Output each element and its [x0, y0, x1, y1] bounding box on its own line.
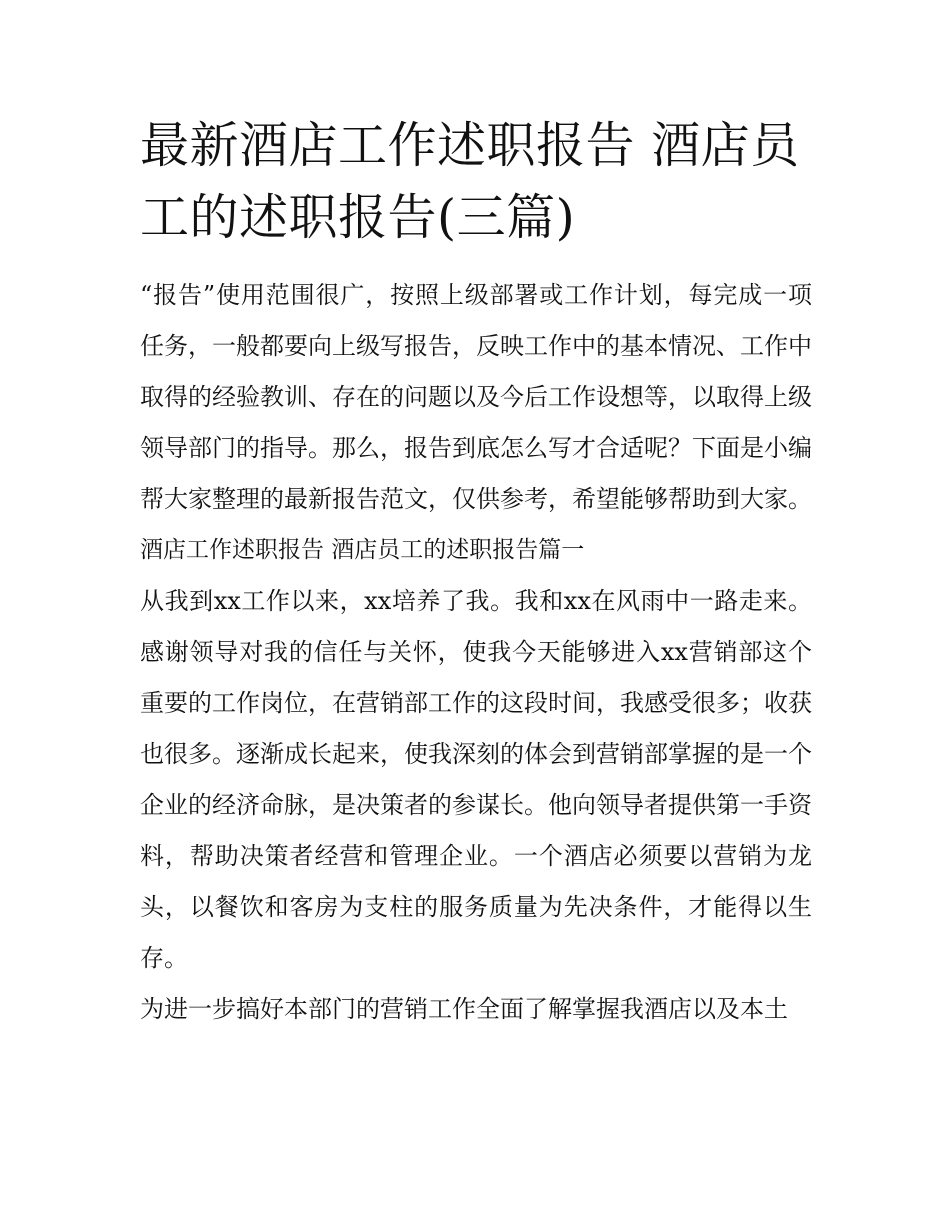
section-heading: 酒店工作述职报告 酒店员工的述职报告篇一 [140, 537, 585, 563]
document-title: 最新酒店工作述职报告 酒店员工的述职报告(三篇) [140, 117, 800, 246]
body-paragraph-1: 从我到xx工作以来，xx培养了我。我和xx在风雨中一路走来。感谢领导对我的信任与关怀，使我今天能够进入xx营销部这个重要的工作岗位，在营销部工作的这段时间，我感受很多；收获也很多。逐渐成长起来，使我深刻的体会到营销部掌握的是一个企业的经济命脉，是决策者的参谋长。他向领导者提供第一手资料，帮助决策者经营和管理企业。一个酒店必须要以营销为龙头，以餐饮和客房为支柱的服务质量为先决条件，才能得以生存。 [140, 587, 812, 972]
document-page [140, 110, 812, 1035]
intro-paragraph: “报告”使用范围很广，按照上级部署或工作计划，每完成一项任务，一般都要向上级写报告，反映工作中的基本情况、工作中取得的经验教训、存在的问题以及今后工作设想等，以取得上级领导部门的指导。那么，报告到底怎么写才合适呢？下面是小编帮大家整理的最新报告范文，仅供参考，希望能够帮助到大家。 [140, 281, 812, 513]
body-paragraph-2: 为进一步搞好本部门的营销工作全面了解掌握我酒店以及本土 [140, 995, 788, 1023]
